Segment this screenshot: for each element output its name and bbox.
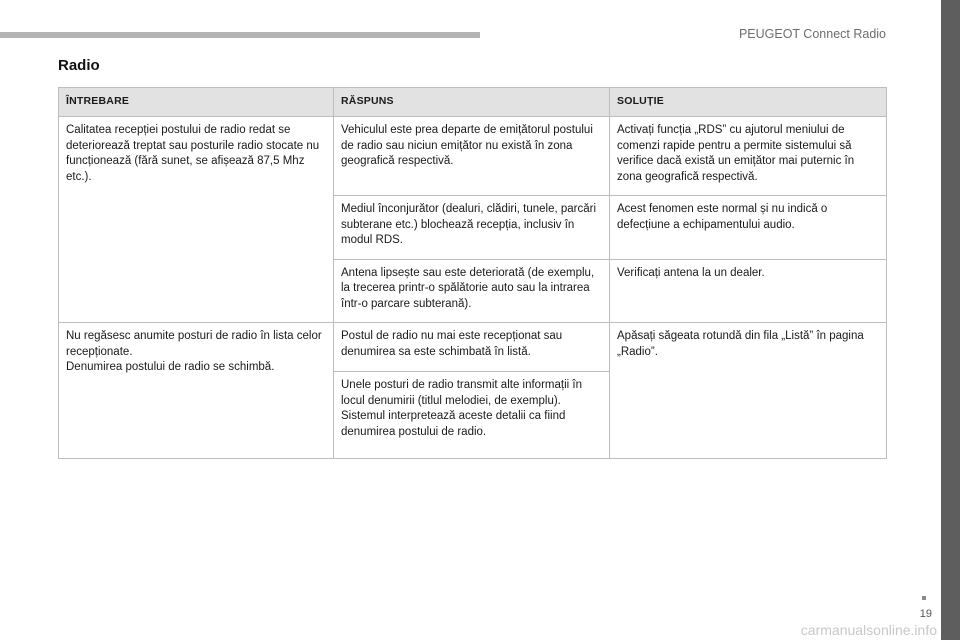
faq-table [58,87,887,459]
brand-title: PEUGEOT Connect Radio [738,27,886,41]
solution-cell: Acest fenomen este normal și nu indică o defecțiune a echipamentului audio. [610,196,887,260]
column-header-question: ÎNTREBARE [59,88,334,117]
column-header-answer: RĂSPUNS [334,88,610,117]
table-header-row [59,88,887,117]
side-band [941,0,960,640]
header-rule [0,32,480,38]
question-cell: Calitatea recepției postului de radio redat se deteriorează treptat sau posturile radio stocate nu funcționează (fără sunet, se afișează 87,5 Mhz etc.). [59,117,334,323]
question-line: Denumirea postului de radio se schimbă. [66,361,275,373]
page-number: 19 [919,608,932,620]
answer-cell: Antena lipsește sau este deteriorată (de exemplu, la trecerea printr-o spălătorie auto sau la intrarea într-o parcare subterană). [334,259,610,323]
section-title: Radio [58,57,100,74]
table-row [59,117,887,196]
solution-cell: Activați funcția „RDS” cu ajutorul meniului de comenzi rapide pentru a permite sistemului să verifice dacă există un emițător mai puternic în zona geografică respectivă. [610,117,887,196]
solution-cell: Verificați antena la un dealer. [610,259,887,323]
watermark-text: carmanualsonline.info [800,622,937,638]
column-header-solution: SOLUȚIE [610,88,887,117]
answer-cell: Mediul înconjurător (dealuri, clădiri, tunele, parcări subterane etc.) blochează recepția, inclusiv în modul RDS. [334,196,610,260]
solution-cell: Apăsați săgeata rotundă din fila „Listă” în pagina „Radio”. [610,323,887,459]
table-row [59,323,887,372]
answer-cell: Unele posturi de radio transmit alte informații în locul denumirii (titlul melodiei, de exemplu). Sistemul interpretează aceste detalii ca fiind denumirea postului de radio. [334,372,610,459]
answer-cell: Postul de radio nu mai este recepționat sau denumirea sa este schimbată în listă. [334,323,610,372]
question-cell [59,323,334,459]
question-line: Nu regăsesc anumite posturi de radio în lista celor recepționate. [66,330,322,358]
page-marker [922,596,926,600]
answer-cell: Vehiculul este prea departe de emițătorul postului de radio sau niciun emițător nu există în zona geografică respectivă. [334,117,610,196]
